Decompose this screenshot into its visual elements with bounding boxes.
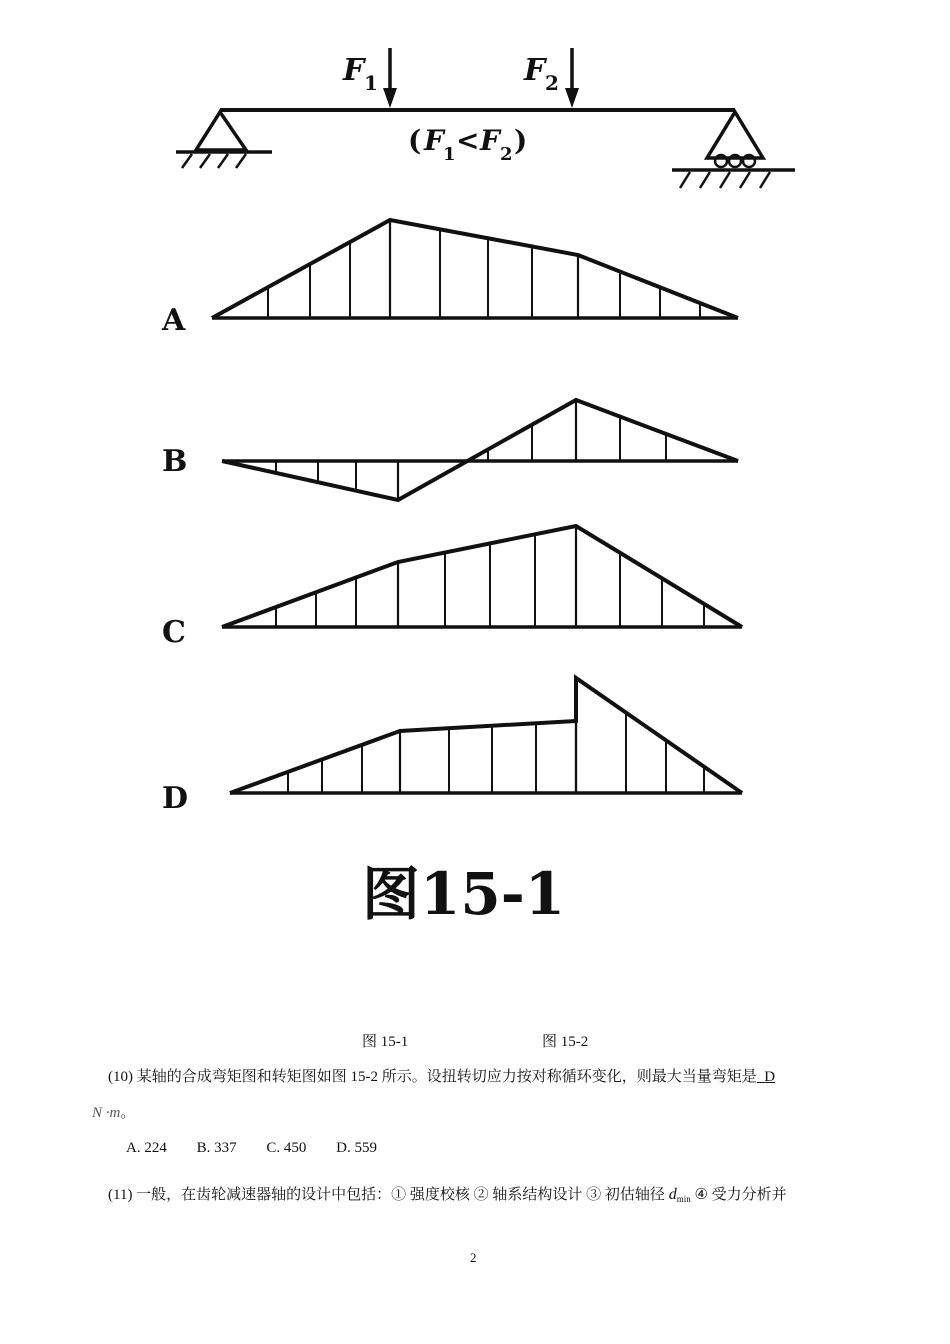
question-10-options <box>126 1137 403 1159</box>
diagram-label-c: C <box>162 615 186 650</box>
figure-captions <box>362 1031 762 1053</box>
svg-text:<: < <box>456 124 480 157</box>
moment-diagrams <box>212 220 742 793</box>
svg-text:F: F <box>480 124 500 157</box>
figure-title: 图15-1 <box>362 860 566 928</box>
question-10-unit-line <box>92 1102 135 1124</box>
question-10-end: 。 <box>120 1105 136 1121</box>
diagram-b <box>222 400 738 500</box>
force-label-2: F <box>524 53 546 88</box>
page-number: 2 <box>470 1250 477 1265</box>
question-10-answer: D <box>764 1069 776 1085</box>
option-a[interactable]: A. 224 <box>126 1140 167 1156</box>
force-condition <box>408 124 527 165</box>
diagram-b-outline <box>222 400 738 500</box>
option-d[interactable]: D. 559 <box>336 1140 377 1156</box>
diagram-c-outline <box>222 526 742 627</box>
diagram-label-b: B <box>162 444 188 479</box>
caption-right: 图 15-2 <box>542 1034 589 1050</box>
diagram-label-d: D <box>162 781 189 816</box>
diagram-a <box>212 220 738 318</box>
svg-text:F: F <box>424 124 444 157</box>
force-label-1-sub: 1 <box>364 71 378 95</box>
pin-support <box>196 112 246 150</box>
svg-text:2: 2 <box>500 144 513 165</box>
option-b[interactable]: B. 337 <box>196 1140 237 1156</box>
force-label-2-sub: 2 <box>545 71 559 95</box>
svg-text:(: ( <box>408 124 422 157</box>
option-c[interactable]: C. 450 <box>266 1140 307 1156</box>
question-11-symbol: dmin <box>668 1186 691 1204</box>
question-11 <box>108 1184 787 1210</box>
question-11-text-after: ④ 受力分析并 <box>694 1187 787 1203</box>
diagram-d <box>230 678 742 793</box>
diagram-c <box>222 526 742 627</box>
beam-diagram <box>176 48 795 188</box>
question-10 <box>108 1066 775 1088</box>
question-11-text: (11) 一般，在齿轮减速器轴的设计中包括：① 强度校核 ② 轴系结构设计 ③ 初估轴径 <box>108 1187 665 1203</box>
roller-support <box>707 112 763 158</box>
force-label-1: F <box>343 53 365 88</box>
svg-text:): ) <box>514 124 528 157</box>
diagram-label-a: A <box>162 303 186 338</box>
caption-left: 图 15-1 <box>362 1034 409 1050</box>
question-10-text: (10) 某轴的合成弯矩图和转矩图如图 15-2 所示。设扭转切应力按对称循环变化，则最大当量弯矩是 <box>108 1069 757 1085</box>
svg-text:1: 1 <box>443 144 456 165</box>
question-10-unit: N ·m <box>92 1105 121 1121</box>
